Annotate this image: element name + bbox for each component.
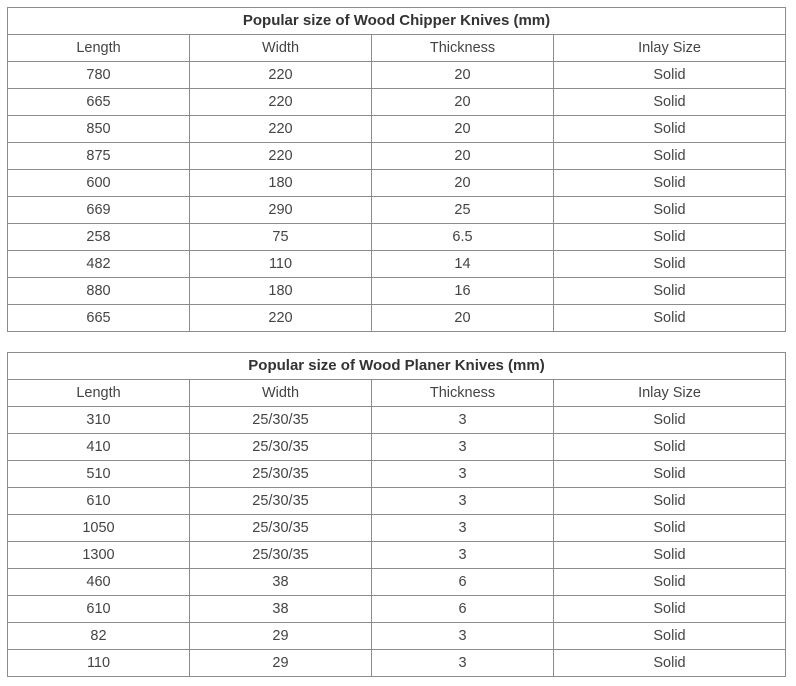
table-row — [8, 224, 786, 251]
inlay-size-cell: Solid — [554, 170, 786, 197]
table-row — [8, 434, 786, 461]
length-cell: 880 — [8, 278, 190, 305]
inlay-size-cell: Solid — [554, 569, 786, 596]
inlay-size-cell: Solid — [554, 596, 786, 623]
length-cell: 665 — [8, 89, 190, 116]
length-cell: 482 — [8, 251, 190, 278]
inlay-size-cell: Solid — [554, 650, 786, 677]
table-row — [8, 278, 786, 305]
table-row — [8, 488, 786, 515]
thickness-cell: 20 — [372, 143, 554, 170]
table-row — [8, 461, 786, 488]
length-cell: 1050 — [8, 515, 190, 542]
thickness-cell: 20 — [372, 170, 554, 197]
thickness-cell: 3 — [372, 623, 554, 650]
thickness-cell: 3 — [372, 515, 554, 542]
thickness-cell: 3 — [372, 434, 554, 461]
thickness-cell: 14 — [372, 251, 554, 278]
table-title: Popular size of Wood Chipper Knives (mm) — [8, 8, 786, 35]
thickness-cell: 20 — [372, 305, 554, 332]
table-row — [8, 407, 786, 434]
inlay-size-cell: Solid — [554, 434, 786, 461]
column-header-length: Length — [8, 35, 190, 62]
thickness-cell: 20 — [372, 62, 554, 89]
inlay-size-cell: Solid — [554, 488, 786, 515]
width-cell: 180 — [190, 278, 372, 305]
width-cell: 220 — [190, 89, 372, 116]
table-row — [8, 251, 786, 278]
inlay-size-cell: Solid — [554, 143, 786, 170]
table-row — [8, 542, 786, 569]
width-cell: 29 — [190, 650, 372, 677]
column-header-width: Width — [190, 35, 372, 62]
table-row — [8, 143, 786, 170]
table-row — [8, 170, 786, 197]
width-cell: 25/30/35 — [190, 542, 372, 569]
length-cell: 82 — [8, 623, 190, 650]
length-cell: 110 — [8, 650, 190, 677]
inlay-size-cell: Solid — [554, 89, 786, 116]
length-cell: 665 — [8, 305, 190, 332]
table-row — [8, 596, 786, 623]
inlay-size-cell: Solid — [554, 197, 786, 224]
width-cell: 25/30/35 — [190, 461, 372, 488]
thickness-cell: 25 — [372, 197, 554, 224]
thickness-cell: 6 — [372, 596, 554, 623]
width-cell: 25/30/35 — [190, 515, 372, 542]
column-header-inlay-size: Inlay Size — [554, 35, 786, 62]
table-row — [8, 116, 786, 143]
table-title-row — [8, 8, 786, 35]
inlay-size-cell: Solid — [554, 407, 786, 434]
thickness-cell: 3 — [372, 488, 554, 515]
width-cell: 110 — [190, 251, 372, 278]
length-cell: 1300 — [8, 542, 190, 569]
length-cell: 850 — [8, 116, 190, 143]
inlay-size-cell: Solid — [554, 278, 786, 305]
chipper-knives-table — [7, 7, 786, 332]
column-header-inlay-size: Inlay Size — [554, 380, 786, 407]
inlay-size-cell: Solid — [554, 62, 786, 89]
length-cell: 780 — [8, 62, 190, 89]
width-cell: 38 — [190, 596, 372, 623]
length-cell: 610 — [8, 488, 190, 515]
width-cell: 220 — [190, 62, 372, 89]
column-header-width: Width — [190, 380, 372, 407]
inlay-size-cell: Solid — [554, 461, 786, 488]
thickness-cell: 3 — [372, 461, 554, 488]
width-cell: 29 — [190, 623, 372, 650]
thickness-cell: 6.5 — [372, 224, 554, 251]
thickness-cell: 20 — [372, 89, 554, 116]
thickness-cell: 20 — [372, 116, 554, 143]
length-cell: 510 — [8, 461, 190, 488]
width-cell: 25/30/35 — [190, 407, 372, 434]
column-header-thickness: Thickness — [372, 380, 554, 407]
thickness-cell: 3 — [372, 407, 554, 434]
table-body — [8, 62, 786, 332]
thickness-cell: 3 — [372, 650, 554, 677]
width-cell: 220 — [190, 143, 372, 170]
column-header-length: Length — [8, 380, 190, 407]
table-row — [8, 515, 786, 542]
inlay-size-cell: Solid — [554, 224, 786, 251]
table-title-row — [8, 353, 786, 380]
length-cell: 600 — [8, 170, 190, 197]
width-cell: 180 — [190, 170, 372, 197]
inlay-size-cell: Solid — [554, 116, 786, 143]
inlay-size-cell: Solid — [554, 542, 786, 569]
inlay-size-cell: Solid — [554, 623, 786, 650]
length-cell: 310 — [8, 407, 190, 434]
width-cell: 25/30/35 — [190, 434, 372, 461]
length-cell: 875 — [8, 143, 190, 170]
width-cell: 38 — [190, 569, 372, 596]
inlay-size-cell: Solid — [554, 515, 786, 542]
planer-knives-table — [7, 352, 786, 677]
width-cell: 220 — [190, 116, 372, 143]
length-cell: 669 — [8, 197, 190, 224]
thickness-cell: 3 — [372, 542, 554, 569]
table-row — [8, 305, 786, 332]
table-row — [8, 623, 786, 650]
table-row — [8, 62, 786, 89]
thickness-cell: 16 — [372, 278, 554, 305]
table-row — [8, 569, 786, 596]
table-row — [8, 89, 786, 116]
thickness-cell: 6 — [372, 569, 554, 596]
table-header-row — [8, 380, 786, 407]
table-header-row — [8, 35, 786, 62]
inlay-size-cell: Solid — [554, 251, 786, 278]
table-body — [8, 407, 786, 677]
inlay-size-cell: Solid — [554, 305, 786, 332]
length-cell: 610 — [8, 596, 190, 623]
width-cell: 220 — [190, 305, 372, 332]
width-cell: 290 — [190, 197, 372, 224]
length-cell: 410 — [8, 434, 190, 461]
length-cell: 258 — [8, 224, 190, 251]
width-cell: 75 — [190, 224, 372, 251]
table-row — [8, 650, 786, 677]
table-row — [8, 197, 786, 224]
length-cell: 460 — [8, 569, 190, 596]
column-header-thickness: Thickness — [372, 35, 554, 62]
width-cell: 25/30/35 — [190, 488, 372, 515]
table-title: Popular size of Wood Planer Knives (mm) — [8, 353, 786, 380]
